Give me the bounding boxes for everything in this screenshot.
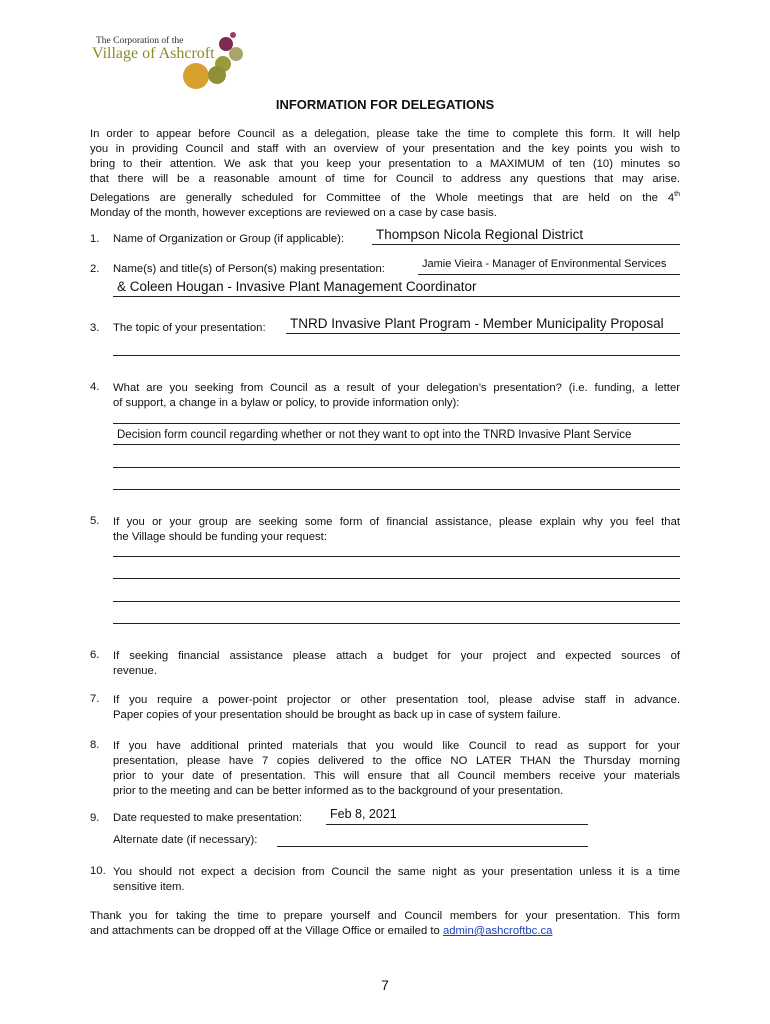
email-link[interactable]: admin@ashcroftbc.ca (442, 925, 553, 937)
q9-alt-label: Alternate date (if necessary): (113, 834, 258, 846)
q2-number: 2. (90, 263, 100, 275)
q10-number: 10. (90, 865, 106, 877)
q8-text (113, 739, 680, 799)
q4-line: of support, a change in a bylaw or policy, to provide information only): (113, 397, 460, 409)
q7-line: Paper copies of your presentation should be brought as back up in case of system failure. (113, 709, 561, 721)
q7-line: If you require a power-point projector or other presentation tool, please advise staff in advance. (113, 694, 680, 706)
q3-field[interactable]: TNRD Invasive Plant Program - Member Municipality Proposal (290, 316, 664, 331)
logo-line2: Village of Ashcroft (92, 45, 215, 62)
q3-field-line-2 (113, 355, 680, 356)
q5-line: If you or your group are seeking some form of financial assistance, please explain why you feel that (113, 516, 680, 528)
q6-line: revenue. (113, 665, 157, 677)
q2-label: Name(s) and title(s) of Person(s) making presentation: (113, 263, 385, 275)
q4-line: What are you seeking from Council as a result of your delegation’s presentation? (i.e. funding, a letter (113, 382, 680, 394)
q9-alt-field-line[interactable] (277, 846, 588, 847)
intro-line: In order to appear before Council as a delegation, please take the time to complete this form. It will help (90, 128, 680, 140)
q5-line: the Village should be funding your request: (113, 531, 327, 543)
logo-dot-5 (183, 63, 209, 89)
intro-sup: th (674, 191, 680, 198)
q8-number: 8. (90, 739, 100, 751)
closing-line-text: and attachments can be dropped off at the Village Office or emailed to (90, 925, 440, 937)
q4-text (113, 381, 680, 411)
logo-dots-icon (176, 30, 252, 94)
q8-line: presentation, please have 7 copies delivered to the office NO LATER THAN the Thursday morning (113, 755, 680, 767)
q4-number: 4. (90, 381, 100, 393)
closing-paragraph (90, 909, 680, 939)
q7-number: 7. (90, 693, 100, 705)
q5-field-line-3[interactable] (113, 601, 680, 602)
q3-field-line (286, 333, 680, 334)
q4-field-line-4 (113, 489, 680, 490)
page-title: INFORMATION FOR DELEGATIONS (275, 97, 495, 112)
q9-label: Date requested to make presentation: (113, 812, 303, 824)
intro-line: you in providing Council and staff with an overview of your presentation and the key points you wish to (90, 143, 680, 155)
q3-label: The topic of your presentation: (113, 322, 266, 334)
logo-dot-6 (208, 66, 226, 84)
q8-line: prior to your date of presentation. This will ensure that all Council members receive your materials (113, 770, 680, 782)
intro-line (90, 187, 680, 206)
q4-field-line-2 (113, 444, 680, 445)
q2-field-line-2 (113, 296, 680, 297)
q4-field-line-3 (113, 467, 680, 468)
q8-line: If you have additional printed materials that you would like Council to read as support for your (113, 740, 680, 752)
logo-dot-1 (219, 37, 233, 51)
q5-field-line[interactable] (113, 556, 680, 557)
q2-field[interactable]: Jamie Vieira - Manager of Environmental Services (422, 258, 667, 270)
closing-line (90, 924, 680, 939)
logo-line1: The Corporation of the (96, 36, 184, 46)
q6-line: If seeking financial assistance please attach a budget for your project and expected sources of (113, 650, 680, 662)
intro-line: bring to their attention. We ask that you keep your presentation to a MAXIMUM of ten (10) minutes so (90, 158, 680, 170)
q6-number: 6. (90, 649, 100, 661)
intro-line: Monday of the month, however exceptions are reviewed on a case by case basis. (90, 206, 497, 219)
logo-dot-2 (230, 32, 236, 38)
q4-field[interactable]: Decision form council regarding whether or not they want to opt into the TNRD Invasive Plant Service (117, 429, 632, 441)
q5-field-line-2[interactable] (113, 578, 680, 579)
q8-line: prior to the meeting and can be better informed as to the background of your presentation. (113, 785, 564, 797)
q3-number: 3. (90, 322, 100, 334)
q4-field-line (113, 423, 680, 424)
logo-dot-3 (229, 47, 243, 61)
q6-text (113, 649, 680, 679)
q5-text (113, 515, 680, 545)
q9-number: 9. (90, 812, 100, 824)
q7-text (113, 693, 680, 723)
village-logo (92, 30, 252, 94)
q1-label: Name of Organization or Group (if applicable): (113, 233, 345, 245)
intro-paragraph (90, 127, 680, 221)
q10-line: You should not expect a decision from Council the same night as your presentation unless it is a time (113, 866, 680, 878)
q9-field-line (326, 824, 588, 825)
q9-field[interactable]: Feb 8, 2021 (330, 807, 397, 821)
closing-line: Thank you for taking the time to prepare yourself and Council members for your presentation. This form (90, 910, 680, 922)
q10-line: sensitive item. (113, 881, 185, 893)
q5-field-line-4[interactable] (113, 623, 680, 624)
page-number: 7 (381, 977, 389, 993)
q2-field-2[interactable]: & Coleen Hougan - Invasive Plant Management Coordinator (117, 279, 477, 294)
q1-field-line (372, 244, 680, 245)
intro-line: that there will be a reasonable amount of time for Council to address any questions that may arise. (90, 173, 680, 185)
intro-line-text: Delegations are generally scheduled for Committee of the Whole meetings that are held on the 4 (90, 191, 675, 204)
q2-field-line (418, 274, 680, 275)
q10-text (113, 865, 680, 895)
q5-number: 5. (90, 515, 100, 527)
q1-number: 1. (90, 233, 100, 245)
q1-field[interactable]: Thompson Nicola Regional District (376, 227, 584, 242)
